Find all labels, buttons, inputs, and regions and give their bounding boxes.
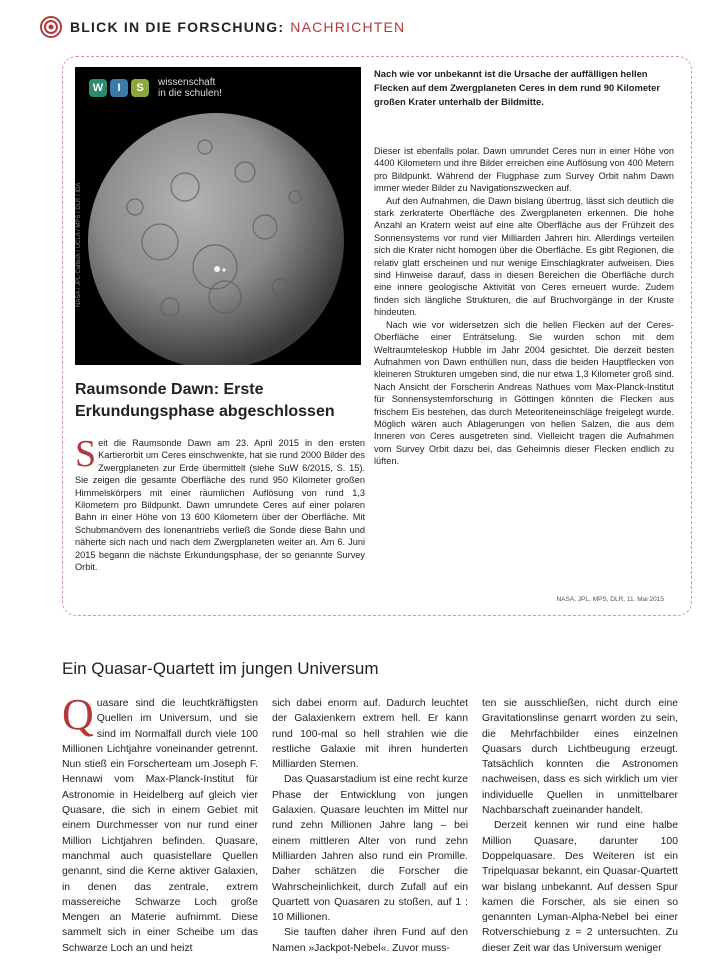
article2-paragraph: Sie tauften daher ihren Fund auf den Namen »Jackpot-Nebel«. Zuvor muss- xyxy=(272,927,468,954)
article2-paragraph: uasare sind die leuchtkräftigsten Quellen im Universum, und sie sind im Normalfall durch viele 100 Millionen Lichtjahre voneinander getrennt. Nun stieß ein Forscherteam um Joseph F. Hennawi vom Max-Planck-Institut für Astronomie in Heidelberg auf gleich vier Quasare, die sich in einem Gebiet mit einem Durchmesser von nur rund einer Million Lichtjahren befinden. Quasare, manchmal auch quasistellare Quellen genannt, sind die Kerne aktiver Galaxien, in denen das zentrale, extrem massereiche Schwarze Loch große Mengen an Materie aufnimmt. Diese sammelt sich in einer Scheibe um das Schwarze Loch an und heizt xyxy=(62,698,258,954)
logo-letter-i: I xyxy=(110,79,128,97)
image-credit: NASA / JPL-Caltech / UCLA / MPS / DLR / IDA xyxy=(76,182,82,307)
article2-dropcap: Q xyxy=(62,696,94,739)
logo-letter-w: W xyxy=(89,79,107,97)
section-subtitle: NACHRICHTEN xyxy=(290,19,406,35)
ceres-image xyxy=(75,67,361,365)
article1-body xyxy=(75,433,365,573)
section-title: BLICK IN DIE FORSCHUNG: xyxy=(70,19,285,35)
logo-text-line1: wissenschaft xyxy=(158,77,216,88)
image-caption: Nach wie vor unbekannt ist die Ursache der auffälligen hellen Flecken auf dem Zwergplaneten Ceres in dem rund 90 Kilometer großen Krater unterhalb der Bildmitte. xyxy=(374,68,661,107)
article1-continued xyxy=(374,145,674,468)
article1-paragraph: Dieser ist ebenfalls polar. Dawn umrundet Ceres nun in einer Höhe von 4400 Kilometern und ihre Bilder erreichen eine Auflösung von 400 Metern pro Bildpunkt. Während der Flugphase zum Survey Orbit nahm Dawn immer wieder Bilder zu Navigationszwecken auf. xyxy=(374,146,674,194)
article1-title: Raumsonde Dawn: Erste Erkundungsphase abgeschlossen xyxy=(75,381,335,420)
article1-paragraph: Auf den Aufnahmen, die Dawn bislang übertrug, lässt sich deutlich die stark zerkraterte Oberfläche des Zwergplaneten erkennen. Die hohe Anzahl an Kratern weist auf eine alte Oberfläche aus der Frühzeit des Sonnensystems vor rund vier Milliarden Jahren hin. Allerdings verteilen sich die Krater nicht homogen über die Oberfläche. Es gibt Regionen, die relativ glatt erscheinen und nur wenige Einschlagkrater aufweisen. Dies sind Hinweise darauf, dass in diesen Bereichen die Oberfläche durch eine innere geologische Aktivität von Ceres erneuert wurde. Zudem finden sich längliche Strukturen, die auf Bruchvorgänge in der Kruste hindeuten. xyxy=(374,195,674,318)
article2-column-2 xyxy=(272,696,468,960)
logo-text-line2: in die schulen! xyxy=(158,88,222,99)
article2-paragraph: Derzeit kennen wir rund eine halbe Million Quasare, darunter 100 Doppelquasare. Des Weiteren ist ein Tripelquasar bekannt, ein Quasar-Quartett war bislang unbekannt. Auf dessen Spur kamen die Forscher, als sie einen so genannten Lyman-Alpha-Nebel bei einer Rotverschiebung z = 2 untersuchten. Zu dieser Zeit war das Universum weniger xyxy=(482,820,678,954)
article2-column-3 xyxy=(482,696,678,960)
article2-paragraph: sich dabei enorm auf. Dadurch leuchtet der Galaxienkern extrem hell. Er kann rund 100-mal so hell strahlen wie die restliche Galaxie mit ihren hunderten Milliarden Sternen. xyxy=(272,698,468,771)
article2-title: Ein Quasar-Quartett im jungen Universum xyxy=(62,659,379,678)
article1-dropcap: S xyxy=(75,433,97,475)
section-header xyxy=(40,16,405,38)
target-icon xyxy=(40,16,62,38)
ceres-photo xyxy=(75,67,361,365)
article2-columns xyxy=(62,696,678,960)
article1-source: NASA, JPL, MPS, DLR, 11. Mai 2015 xyxy=(556,596,664,603)
wis-logo xyxy=(89,77,222,99)
logo-text xyxy=(158,77,222,99)
article2-paragraph: Das Quasarstadium ist eine recht kurze Phase der Entwicklung von jungen Galaxien. Quasare leuchten im Mittel nur rund zehn Millionen Jahre lang – bei einem mittleren Alter von rund zehn Milliarden Jahren also rund ein Promille. Daher schätzen die Forscher die Wahrscheinlichkeit, durch Zufall auf ein Quartett von Quasaren zu stoßen, auf 1 : 10 Millionen. xyxy=(272,774,468,924)
article1-paragraph: Nach wie vor widersetzen sich die hellen Flecken auf der Ceres-Oberfläche einer Enträtselung. Sie wurden schon mit dem Weltraumteleskop Hubble im Jahr 2004 gesichtet. Die derzeit besten Aufnahmen von Dawn enthüllen nun, dass die beiden Hauptflecken von kleineren Strukturen umgeben sind, die nur etwa 1,3 Kilometer groß sind. Nach Ansicht der Forscherin Andreas Nathues vom Max-Planck-Institut für Sonnensystemforschung in Göttingen könnten die Flecken aus frischem Eis bestehen, das durch Meteoriteneinschläge freigelegt wurde. Möglich wären auch Ablagerungen von hellen Salzen, die aus dem Inneren von Ceres ausgetreten sind. Vielleicht tragen die Aufnahmen vom Survey Orbit dazu bei, das Geheimnis dieser Flecken endlich zu lüften. xyxy=(374,319,674,467)
article2-paragraph: ten sie ausschließen, nicht durch eine Gravitationslinse genarrt worden zu sein, die Mehrfachbilder eines einzelnen Quasars durch Lichtbeugung erzeugt. Tatsächlich konnten die Astronomen nachweisen, dass es sich wirklich um vier individuelle Quellen in unmittelbarer Nachbarschaft zueinander handelt. xyxy=(482,698,678,817)
article1-text: eit die Raumsonde Dawn am 23. April 2015 in den ersten Kartierorbit um Ceres einschwenkte, hat sie rund 2000 Bilder des Zwergplaneten zur Erde übermittelt (siehe SuW 6/2015, S. 15). Sie zeigen die gesamte Oberfläche des rund 950 Kilometer großen Himmelskörpers mit einer räumlichen Auflösung von rund 1,3 Kilometern pro Bildpunkt. Dawn umrundete Ceres auf einer polaren Bahn in einer Höhe von 13 600 Kilometern über der Oberfläche. Mit Schubmanövern des Ionenantriebs verließ die Sonde diese Bahn und näherte sich nach und nach dem Zwergplaneten weiter an. Am 6. Juni 2015 begann die nächste Erkundungsphase, der so genannte Survey Orbit. xyxy=(75,438,365,573)
article2-column-1 xyxy=(62,696,258,960)
logo-letter-s: S xyxy=(131,79,149,97)
